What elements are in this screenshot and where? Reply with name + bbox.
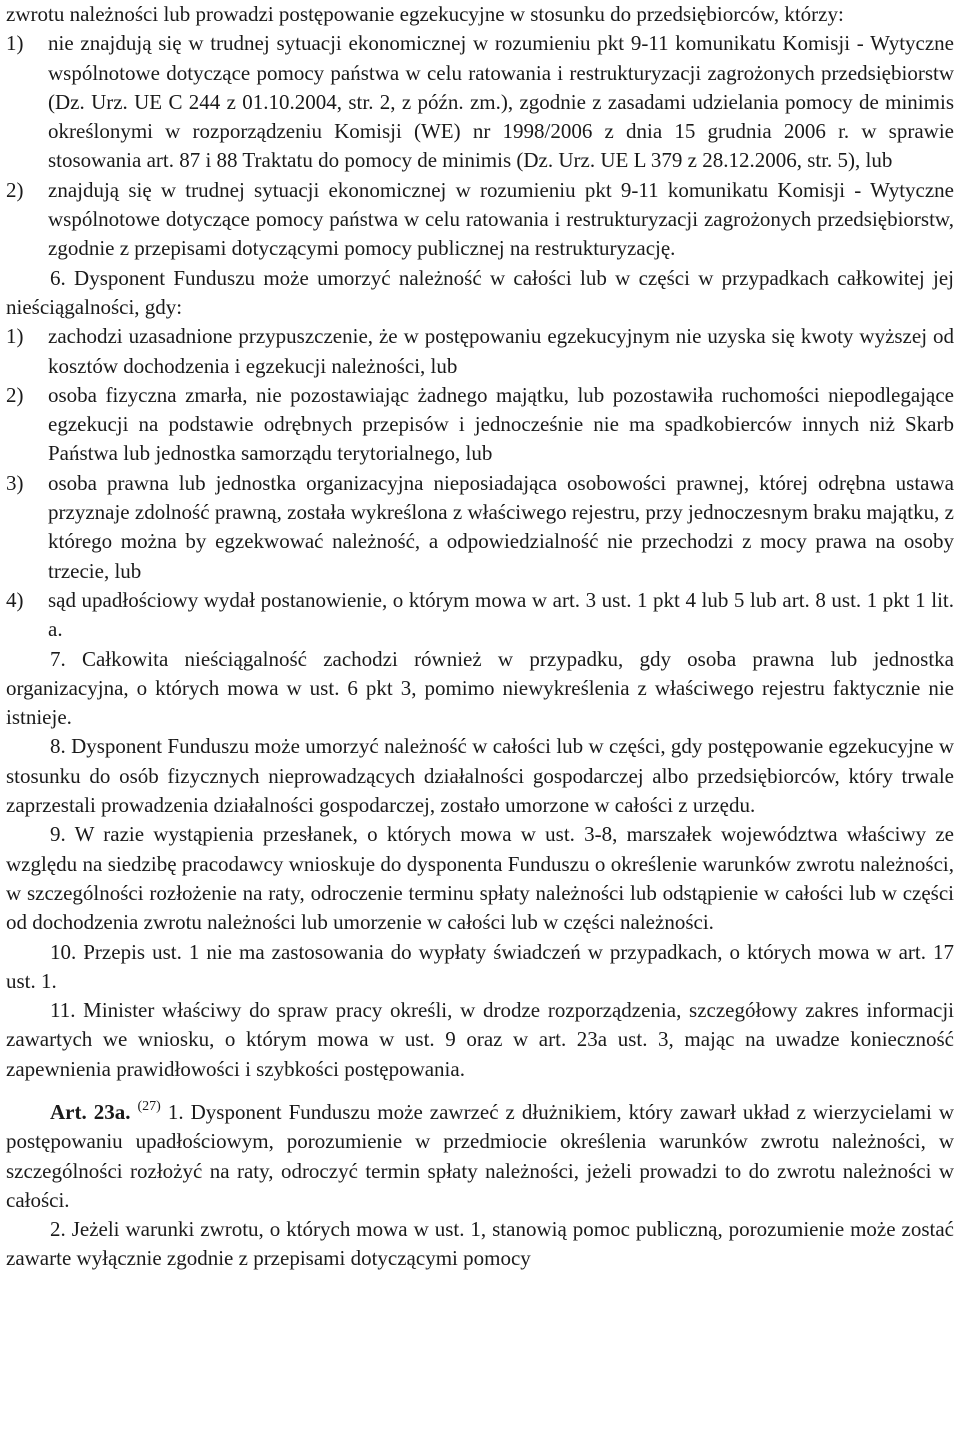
list2-item-1 — [6, 322, 954, 381]
article-label: Art. 23a. — [50, 1099, 131, 1124]
list2-item-3 — [6, 469, 954, 586]
list-number: 3) — [6, 470, 24, 495]
list-number: 1) — [6, 324, 24, 349]
list1-item-1 — [6, 29, 954, 175]
list2-item-2 — [6, 381, 954, 469]
list-number: 1) — [6, 31, 24, 56]
list-number: 4) — [6, 587, 24, 612]
list-number: 2) — [6, 177, 24, 202]
article-23a-paragraph — [6, 1098, 954, 1215]
list-text: osoba fizyczna zmarła, nie pozostawiając żadnego majątku, lub pozostawiła ruchomości niepodlegające egzekucji na podstawie odrębnych przepisów i jednocześnie nie ma spadkobierców innych niż Skarb Państwa lub jednostka samorządu terytorialnego, lub — [48, 382, 954, 466]
list1-item-2 — [6, 176, 954, 264]
paragraph-9: 9. W razie wystąpienia przesłanek, o których mowa w ust. 3-8, marszałek województwa właściwy ze względu na siedzibę pracodawcy wnioskuje do dysponenta Funduszu o określenie warunków zwrotu należności, w szczególności rozłożenie na raty, odroczenie terminu spłaty należności lub odstąpienie w całości lub w części od dochodzenia zwrotu należności lub umorzenie w całości lub w części należności. — [6, 822, 954, 935]
article-23a-paragraph-2: 2. Jeżeli warunki zwrotu, o których mowa w ust. 1, stanowią pomoc publiczną, porozumienie może zostać zawarte wyłącznie zgodnie z przepisami dotyczącymi pomocy — [6, 1217, 954, 1271]
list-number: 2) — [6, 382, 24, 407]
intro-paragraph: zwrotu należności lub prowadzi postępowanie egzekucyjne w stosunku do przedsiębiorców, którzy: — [6, 2, 844, 26]
list-text: osoba prawna lub jednostka organizacyjna nieposiadająca osobowości prawnej, której odrębna ustawa przyznaje zdolność prawną, została wykreślona z właściwego rejestru, przy jednoczesnym braku majątku, z którego można by egzekwować należność, a odpowiedzialność nie przechodzi z mocy prawa na osoby trzecie, lub — [48, 470, 954, 583]
paragraph-8: 8. Dysponent Funduszu może umorzyć należność w całości lub w części, gdy postępowanie egzekucyjne w stosunku do osób fizycznych nieprowadzących działalności gospodarczej albo przedsiębiorców, który trwale zaprzestali prowadzenia działalności gospodarczej, zostało umorzone w całości z urzędu. — [6, 734, 954, 818]
footnote-marker: (27) — [137, 1098, 161, 1114]
paragraph-7: 7. Całkowita nieściągalność zachodzi również w przypadku, gdy osoba prawna lub jednostka organizacyjna, o których mowa w ust. 6 pkt 3, pomimo niewykreślenia z właściwego rejestru faktycznie nie istnieje. — [6, 646, 954, 730]
list2-item-4 — [6, 586, 954, 645]
paragraph-11: 11. Minister właściwy do spraw pracy określi, w drodze rozporządzenia, szczegółowy zakres informacji zawartych we wniosku, o którym mowa w ust. 9 oraz w art. 23a ust. 3, mając na uwadze konieczność zapewnienia prawidłowości i szybkości postępowania. — [6, 998, 954, 1081]
list-text: znajdują się w trudnej sytuacji ekonomicznej w rozumieniu pkt 9-11 komunikatu Komisji - Wytyczne wspólnotowe dotyczące pomocy państwa w celu ratowania i restrukturyzacji zagrożonych przedsiębiorstw, zgodnie z przepisami dotyczącymi pomocy publicznej na restrukturyzację. — [48, 177, 954, 261]
list-text: nie znajdują się w trudnej sytuacji ekonomicznej w rozumieniu pkt 9-11 komunikatu Komisji - Wytyczne wspólnotowe dotyczące pomocy państwa w celu ratowania i restrukturyzacji zagrożonych przedsiębiorstw (Dz. Urz. UE C 244 z 01.10.2004, str. 2, z późn. zm.), zgodnie z zasadami udzielania pomocy de minimis określonymi w rozporządzeniu Komisji (WE) nr 1998/2006 z dnia 15 grudnia 2006 r. w sprawie stosowania art. 87 i 88 Traktatu do pomocy de minimis (Dz. Urz. UE L 379 z 28.12.2006, str. 5), lub — [48, 31, 954, 173]
document-page — [6, 0, 954, 1274]
paragraph-6: 6. Dysponent Funduszu może umorzyć należność w całości lub w części w przypadkach całkowitej jej nieściągalności, gdy: — [6, 265, 954, 319]
paragraph-10: 10. Przepis ust. 1 nie ma zastosowania do wypłaty świadczeń w przypadkach, o których mowa w art. 17 ust. 1. — [6, 939, 954, 993]
list-text: zachodzi uzasadnione przypuszczenie, że w postępowaniu egzekucyjnym nie uzyska się kwoty wyższej od kosztów dochodzenia i egzekucji należności, lub — [48, 324, 954, 378]
list-text: sąd upadłościowy wydał postanowienie, o którym mowa w art. 3 ust. 1 pkt 4 lub 5 lub art. 8 ust. 1 pkt 1 lit. a. — [48, 587, 954, 642]
article-text: 1. Dysponent Funduszu może zawrzeć z dłużnikiem, który zawarł układ z wierzycielami w postępowaniu upadłościowym, porozumienie w przedmiocie określenia warunków zwrotu należności, w szczególności rozłożyć na raty, odroczyć termin spłaty należności, jeżeli prowadzi to do zwrotu należności w całości. — [6, 1099, 955, 1212]
